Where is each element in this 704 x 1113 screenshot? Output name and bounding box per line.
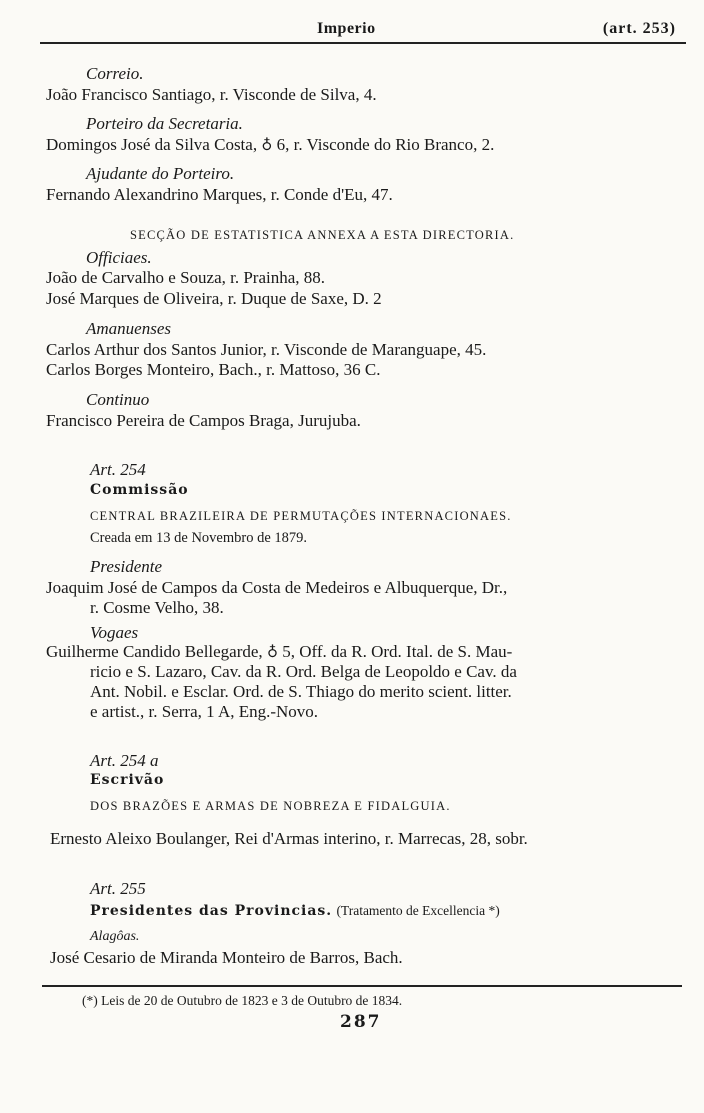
continuo-heading: Continuo: [86, 390, 150, 409]
art254-creada: Creada em 13 de Novembro de 1879.: [90, 530, 308, 546]
art255-number: Art. 255: [90, 879, 146, 898]
vogaes-entry-title: 5, Off. da R. Ord. Ital. de S. Mau-: [282, 642, 513, 661]
correio-entry: João Francisco Santiago, r. Visconde de Silva, 4.: [46, 85, 377, 104]
vogaes-entry-name: Guilherme Candido Bellegarde,: [46, 642, 263, 661]
art254-title: Commissão: [90, 482, 189, 498]
ajudante-entry: Fernando Alexandrino Marques, r. Conde d'Eu, 47.: [46, 185, 393, 204]
porteiro-heading: Porteiro da Secretaria.: [86, 114, 243, 133]
art254a-title: Escrivão: [90, 772, 165, 788]
vogaes-heading: Vogaes: [90, 623, 139, 642]
vogaes-entry-4: e artist., r. Serra, 1 A, Eng.-Novo.: [90, 702, 319, 721]
ajudante-heading: Ajudante do Porteiro.: [86, 164, 235, 183]
art254-number: Art. 254: [90, 460, 146, 479]
art254a-number: Art. 254 a: [90, 751, 159, 770]
vogaes-entry-2: ricio e S. Lazaro, Cav. da R. Ord. Belga de Leopoldo e Cav. da: [90, 662, 517, 681]
vogaes-entry-3: Ant. Nobil. e Esclar. Ord. de S. Thiago do merito scient. litter.: [90, 682, 512, 701]
officiaes-entry-2: José Marques de Oliveira, r. Duque de Saxe, D. 2: [46, 289, 382, 308]
art255-title: Presidentes das Provincias.: [90, 903, 333, 919]
art254a-entry: Ernesto Aleixo Boulanger, Rei d'Armas interino, r. Marrecas, 28, sobr.: [50, 829, 528, 848]
seccao-title: SECÇÃO DE ESTATISTICA ANNEXA A ESTA DIRECTORIA.: [130, 228, 515, 242]
running-header: [40, 18, 686, 44]
art254-subtitle: CENTRAL BRAZILEIRA DE PERMUTAÇÕES INTERNACIONAES.: [90, 509, 512, 523]
porteiro-entry: [46, 135, 494, 155]
order-medal-icon: ♁: [266, 645, 278, 661]
amanuenses-entry-2: Carlos Borges Monteiro, Bach., r. Mattoso, 36 C.: [46, 360, 381, 379]
correio-heading: Correio.: [86, 64, 144, 83]
continuo-entry: Francisco Pereira de Campos Braga, Jurujuba.: [46, 411, 361, 430]
order-medal-icon: ♁: [261, 138, 273, 154]
porteiro-entry-address: 6, r. Visconde do Rio Branco, 2.: [276, 135, 495, 154]
officiaes-heading: Officiaes.: [86, 248, 152, 267]
province-heading: Alagôas.: [90, 929, 140, 944]
vogaes-entry-1: [46, 642, 512, 662]
page-number: 287: [340, 1012, 382, 1032]
art255-entry: José Cesario de Miranda Monteiro de Barros, Bach.: [50, 948, 403, 967]
footnote-rule: [42, 985, 682, 987]
header-article-ref: (art. 253): [602, 20, 676, 37]
art255-note: (Tratamento de Excellencia *): [336, 903, 500, 918]
presidente-heading: Presidente: [90, 557, 163, 576]
presidente-entry-1: Joaquim José de Campos da Costa de Medeiros e Albuquerque, Dr.,: [46, 578, 508, 597]
footnote: (*) Leis de 20 de Outubro de 1823 e 3 de Outubro de 1834.: [82, 993, 403, 1008]
porteiro-entry-name: Domingos José da Silva Costa,: [46, 135, 258, 154]
amanuenses-heading: Amanuenses: [86, 319, 171, 338]
header-title: Imperio: [317, 20, 376, 37]
art255-title-line: [90, 900, 500, 920]
art254a-subtitle: DOS BRAZÕES E ARMAS DE NOBREZA E FIDALGUIA.: [90, 799, 451, 813]
amanuenses-entry-1: Carlos Arthur dos Santos Junior, r. Visconde de Maranguape, 45.: [46, 340, 487, 359]
officiaes-entry-1: João de Carvalho e Souza, r. Prainha, 88.: [46, 268, 326, 287]
presidente-entry-2: r. Cosme Velho, 38.: [90, 598, 224, 617]
